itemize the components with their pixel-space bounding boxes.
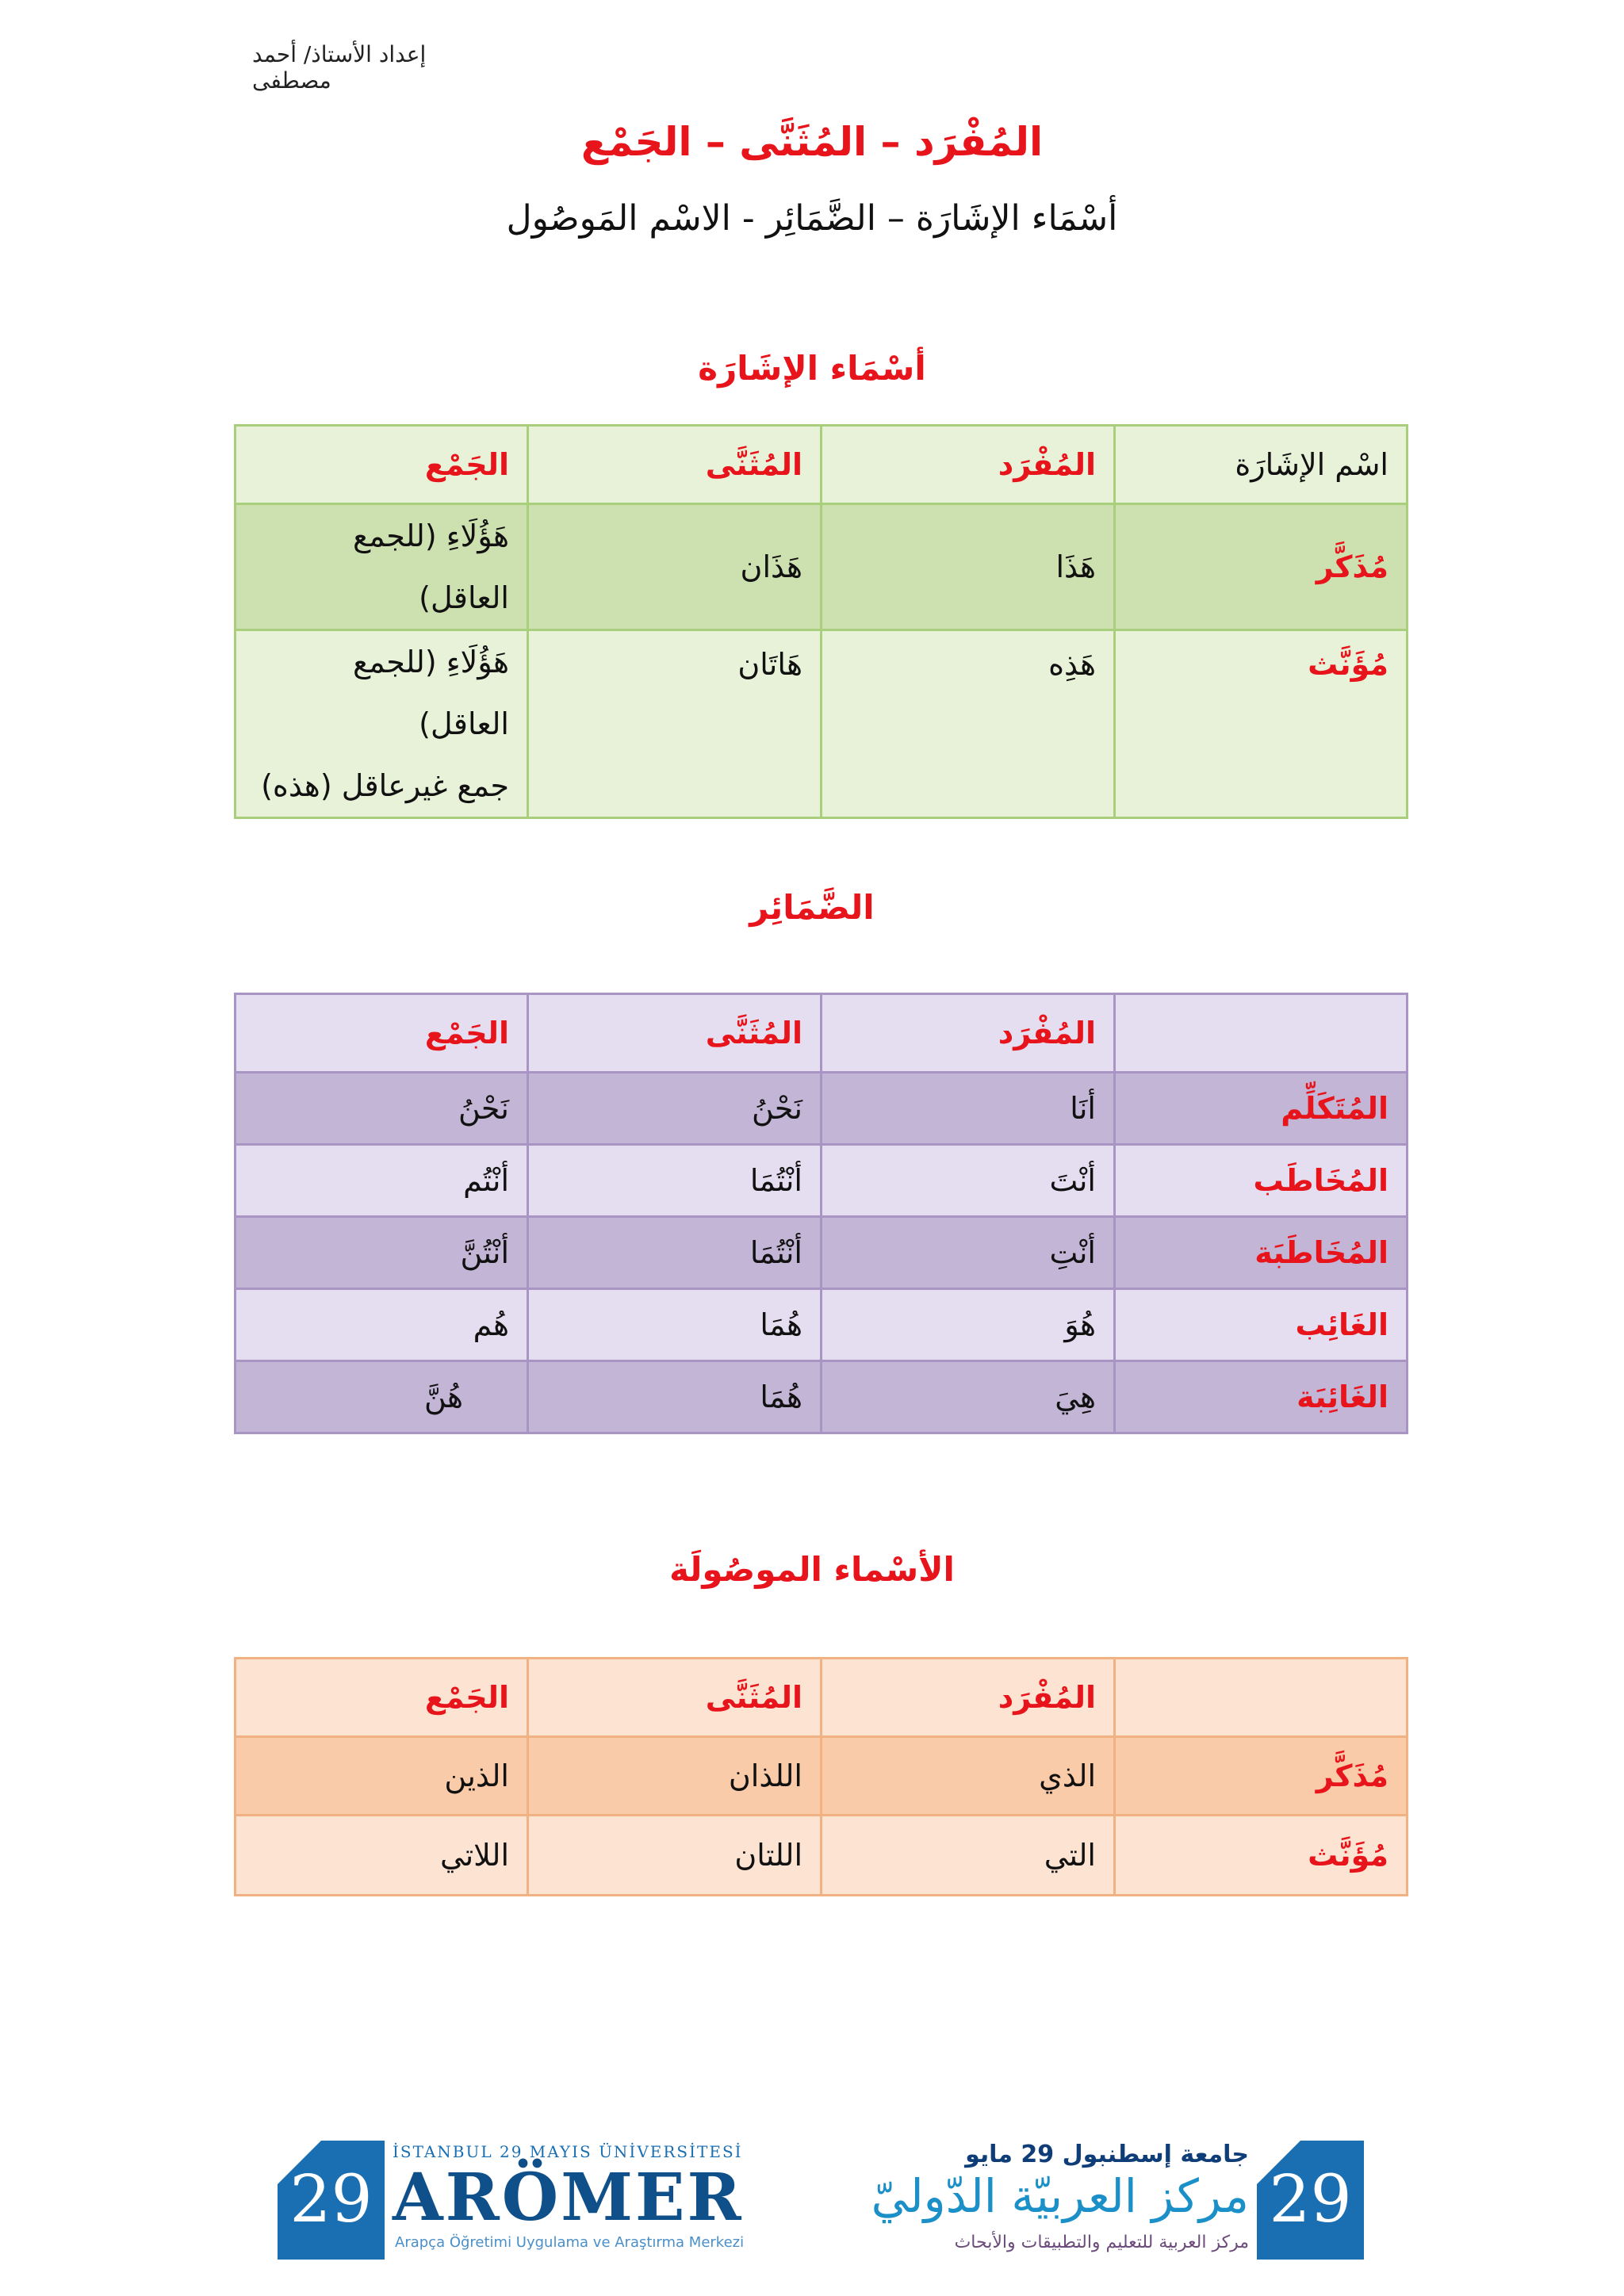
logo-29-box: 29 [1257, 2141, 1364, 2260]
table-cell: أنْتِ [822, 1217, 1115, 1289]
logo-center-subtitle: مركز العربية للتعليم والتطبيقات والأبحاث [954, 2233, 1249, 2252]
header-cell: اسْم الإشَارَة [1115, 426, 1408, 504]
table-row [236, 1145, 1408, 1217]
row-label: مُذَكَّر [1115, 504, 1408, 630]
table-cell: أنْتُمَا [528, 1217, 822, 1289]
table-header-row [236, 1659, 1408, 1737]
table-cell [236, 630, 528, 818]
row-label: مُؤَنَّث [1115, 630, 1408, 818]
table-cell: هُنَّ [236, 1361, 528, 1433]
table-cell: هُمَا [528, 1361, 822, 1433]
header-cell [1115, 1659, 1408, 1737]
table-cell: نَحْنُ [236, 1073, 528, 1145]
table-cell: أنْتُنَّ [236, 1217, 528, 1289]
pronouns-table [234, 993, 1408, 1434]
header-cell: المُثَنَّى [528, 426, 822, 504]
header-cell [1115, 994, 1408, 1073]
table-cell: هَؤُلَاءِ (للجمع العاقل) [236, 504, 528, 630]
header-cell: المُثَنَّى [528, 1659, 822, 1737]
row-label: الغَائِبَة [1115, 1361, 1408, 1433]
table-cell: اللاتي [236, 1816, 528, 1896]
table-cell: أنَا [822, 1073, 1115, 1145]
table-cell: أنْتَ [822, 1145, 1115, 1217]
pronouns-title: الضَّمَائِر [749, 888, 875, 927]
plural-note: جمع غيرعاقل (هذه) [261, 768, 509, 803]
plural-value: هَؤُلَاءِ (للجمع العاقل) [353, 645, 509, 741]
table-cell: هَذَا [822, 504, 1115, 630]
table-cell: التي [822, 1816, 1115, 1896]
demonstratives-title: أسْمَاء الإشَارَة [698, 349, 926, 388]
row-label: المُخَاطَبَة [1115, 1217, 1408, 1289]
table-cell: هُم [236, 1289, 528, 1361]
table-row [236, 1073, 1408, 1145]
table-row [236, 1816, 1408, 1896]
row-label: المُتَكَلِّم [1115, 1073, 1408, 1145]
logo-center-name: ARÖMER [393, 2160, 744, 2236]
table-cell: الذي [822, 1737, 1115, 1816]
table-row [236, 1737, 1408, 1816]
table-row [236, 1361, 1408, 1433]
header-cell: الجَمْع [236, 426, 528, 504]
header-cell: الجَمْع [236, 994, 528, 1073]
arabic-center-logo [871, 2141, 1364, 2260]
logo-university-name: جامعة إسطنبول 29 مايو [965, 2141, 1249, 2168]
table-cell: اللتان [528, 1816, 822, 1896]
row-label: مُذَكَّر [1115, 1737, 1408, 1816]
table-row [236, 504, 1408, 630]
page-title: المُفْرَد – المُثَنَّى – الجَمْع [580, 119, 1044, 165]
header-cell: المُثَنَّى [528, 994, 822, 1073]
row-label: المُخَاطَب [1115, 1145, 1408, 1217]
table-row [236, 1217, 1408, 1289]
demonstratives-table [234, 424, 1408, 819]
logo-university-name: İSTANBUL 29 MAYIS ÜNİVERSİTESİ [393, 2142, 743, 2161]
table-cell: هُمَا [528, 1289, 822, 1361]
header-cell: المُفْرَد [822, 426, 1115, 504]
table-cell: أنْتُم [236, 1145, 528, 1217]
relatives-table [234, 1657, 1408, 1896]
aromer-logo [278, 2141, 745, 2260]
header-cell: الجَمْع [236, 1659, 528, 1737]
table-cell: هَذِه [822, 630, 1115, 818]
author-credit: إعداد الأستاذ/ أحمد مصطفى [252, 41, 427, 94]
logo-center-name: مركز العربيّة الدّوليّ [871, 2169, 1249, 2223]
table-cell: نَحْنُ [528, 1073, 822, 1145]
row-label: الغَائِب [1115, 1289, 1408, 1361]
table-cell: هَاتَان [528, 630, 822, 818]
logo-center-subtitle: Arapça Öğretimi Uygulama ve Araştırma Merkezi [395, 2234, 745, 2251]
page-subtitle: أسْمَاء الإشَارَة – الضَّمَائِر - الاسْم المَوصُول [506, 198, 1118, 239]
row-label: مُؤَنَّث [1115, 1816, 1408, 1896]
table-header-row [236, 994, 1408, 1073]
header-cell: المُفْرَد [822, 994, 1115, 1073]
table-row [236, 1289, 1408, 1361]
table-cell: اللذان [528, 1737, 822, 1816]
logo-29-box: 29 [278, 2141, 385, 2260]
relatives-title: الأسْماء الموصُولَة [669, 1550, 955, 1589]
table-cell: هِيَ [822, 1361, 1115, 1433]
table-cell: هُوَ [822, 1289, 1115, 1361]
header-cell: المُفْرَد [822, 1659, 1115, 1737]
table-row [236, 630, 1408, 818]
table-header-row [236, 426, 1408, 504]
table-cell: هَذَان [528, 504, 822, 630]
table-cell: أنْتُمَا [528, 1145, 822, 1217]
table-cell: الذين [236, 1737, 528, 1816]
